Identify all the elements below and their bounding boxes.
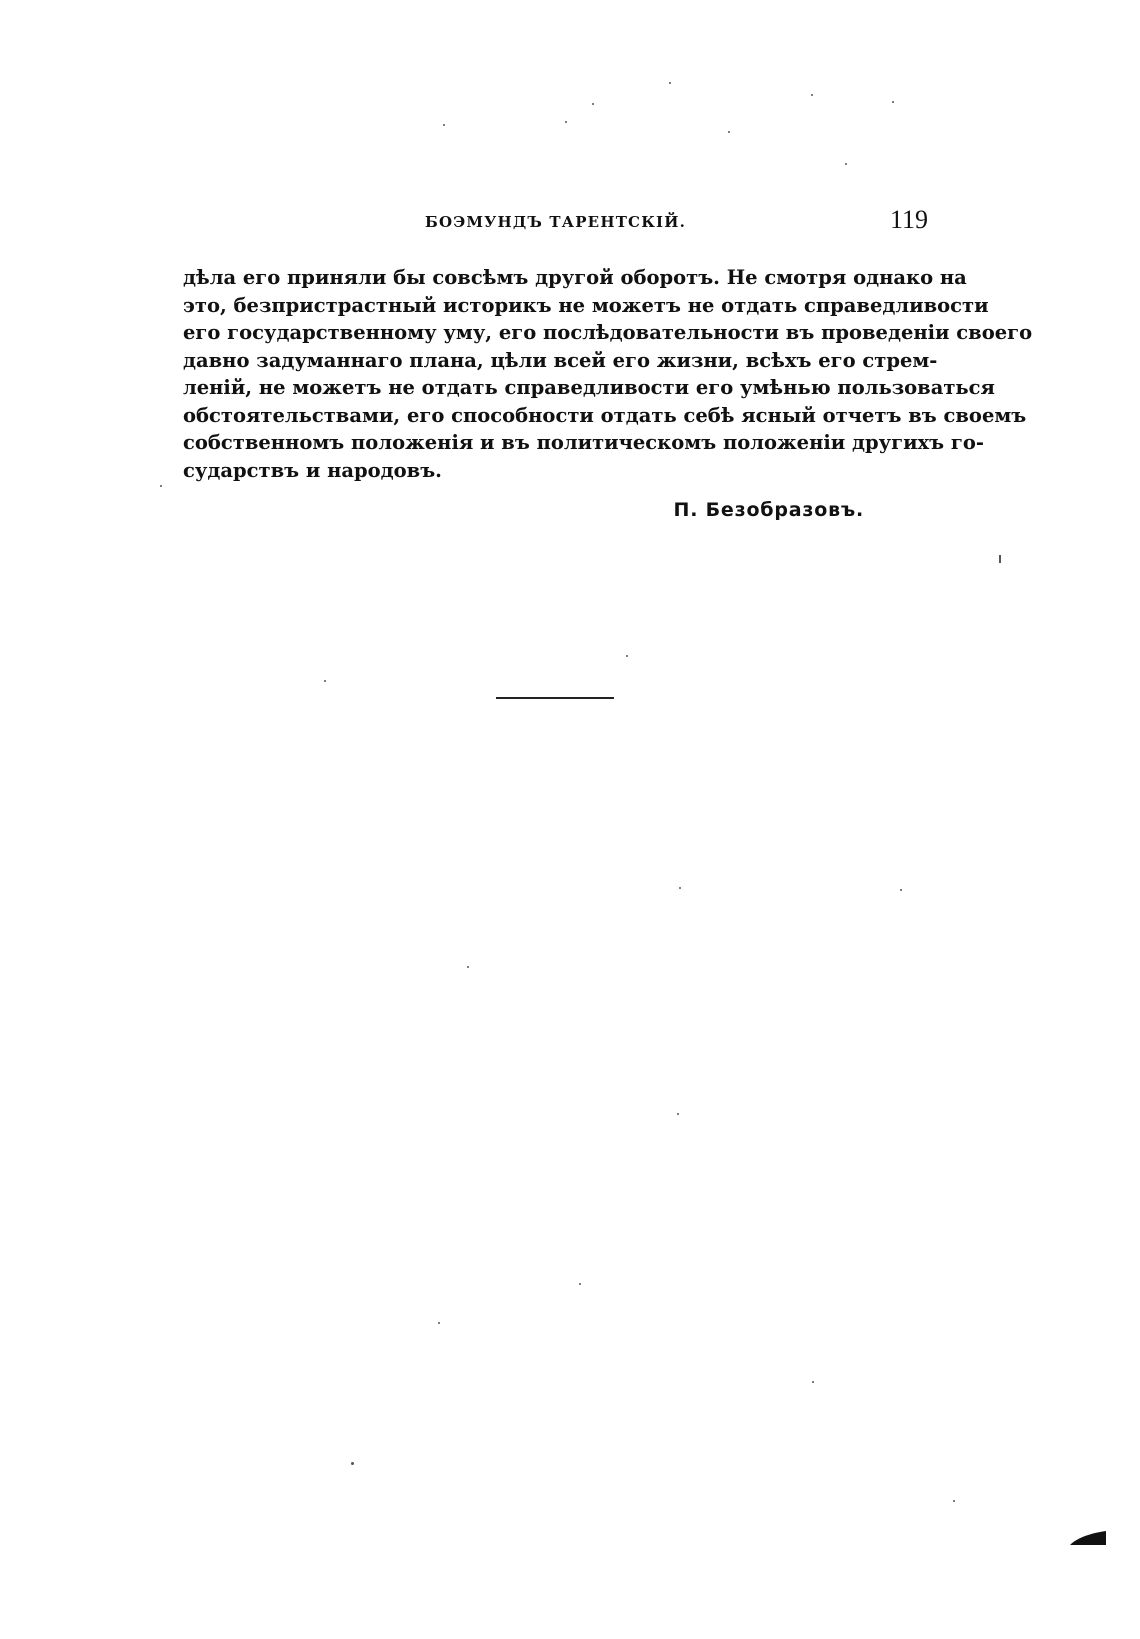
body-paragraph [183, 264, 1033, 484]
scan-speck [467, 966, 469, 968]
end-rule [496, 697, 614, 699]
scan-speck [443, 124, 445, 126]
scan-speck [669, 82, 671, 84]
text-line: давно задуманнаго плана, цѣли всей его жизни, всѣхъ его стрем- [183, 348, 938, 372]
page-number: 119 [889, 205, 928, 234]
scan-speck [728, 131, 730, 133]
scan-speck [351, 1462, 354, 1465]
scan-speck [579, 1283, 581, 1285]
scan-speck [626, 655, 628, 657]
text-line: это, безпристрастный историкъ не можетъ не отдать справедливости [183, 293, 989, 317]
scan-speck [892, 101, 894, 103]
text-line: его государственному уму, его послѣдовательности въ проведеніи своего [183, 321, 1033, 344]
scan-speck [324, 680, 326, 682]
scan-speck [811, 94, 813, 96]
scan-speck [845, 163, 847, 165]
scan-speck [160, 485, 162, 487]
scan-speck [999, 555, 1001, 563]
text-line: дѣла его приняли бы совсѣмъ другой оборотъ. Не смотря однако на [183, 266, 967, 289]
scan-speck [900, 889, 902, 891]
corner-ink-mark [1068, 1527, 1108, 1547]
scan-speck [565, 121, 567, 123]
author-signature: П. Безобразовъ. [673, 499, 864, 521]
scan-speck [438, 1322, 440, 1324]
running-title: БОЭМУНДЪ ТАРЕНТСКІЙ. [424, 213, 687, 231]
text-line: леній, не можетъ не отдать справедливости его умѣнью пользоваться [183, 376, 995, 399]
scan-speck [677, 1113, 679, 1115]
text-line: собственномъ положенія и въ политическомъ положеніи другихъ го- [183, 431, 984, 454]
text-line: обстоятельствами, его способности отдать себѣ ясный отчетъ въ своемъ [183, 403, 1027, 427]
scan-speck [812, 1381, 814, 1383]
scan-speck [679, 887, 681, 889]
text-line: сударствъ и народовъ. [183, 458, 442, 482]
running-head [183, 205, 928, 239]
scan-speck [953, 1500, 955, 1502]
scan-speck [592, 103, 594, 105]
